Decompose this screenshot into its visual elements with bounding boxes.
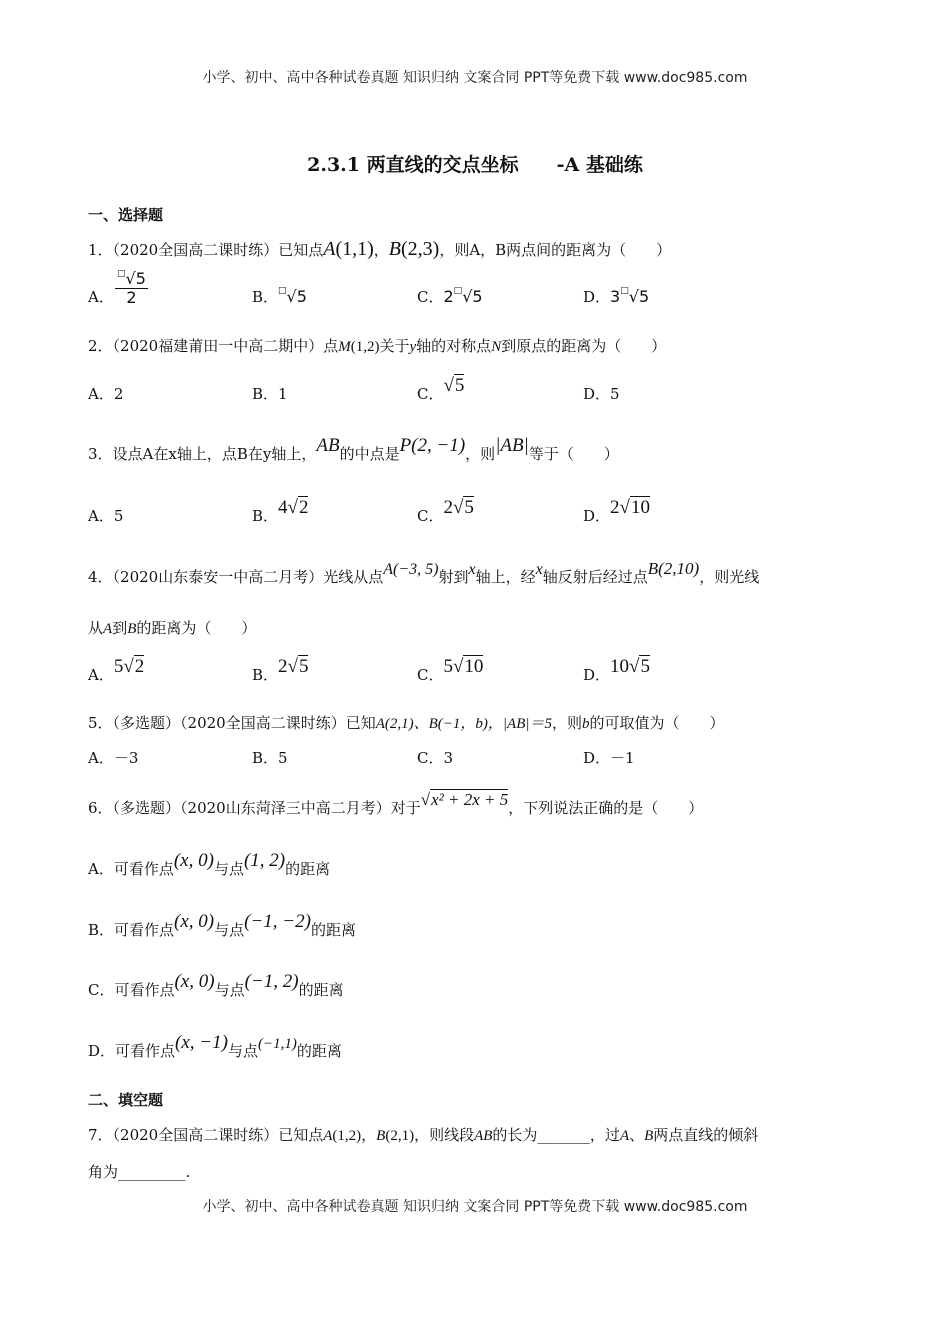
q6-d-mid: 与点 xyxy=(227,1042,258,1060)
box-glyph: □ xyxy=(620,286,629,296)
q1-text-b: ，则A，B两点间的距离为（ ） xyxy=(439,241,672,259)
q5-text-c: 的可取值为（ ） xyxy=(589,714,725,732)
q6-c-label: C．可看作点 xyxy=(88,981,175,999)
q4-option-a-label: A． xyxy=(88,666,114,684)
q6-c-p1: (x, 0) xyxy=(174,971,215,992)
sqrt-glyph: √ xyxy=(628,287,639,306)
q4-axis-x: x xyxy=(468,561,476,578)
q6-a-p2: (1, 2) xyxy=(243,850,286,871)
q5-option-a: A．－3 xyxy=(88,749,139,767)
q6-text-a: 6．（多选题）（2020山东菏泽三中高二月考）对于 xyxy=(88,799,421,817)
q1-a-num: 5 xyxy=(135,269,146,288)
q4-line2-a: 从 xyxy=(88,619,104,637)
sqrt-glyph: √ xyxy=(287,656,298,677)
question-4 xyxy=(88,559,760,587)
q4-c-coef: 5 xyxy=(443,656,453,677)
q2-option-d: D．5 xyxy=(583,385,620,403)
q1-sep: ， xyxy=(373,241,389,259)
q1-a-den: 2 xyxy=(126,287,137,307)
q1-option-c xyxy=(417,286,483,307)
q6-b-label: B．可看作点 xyxy=(88,921,175,939)
q3-c-radicand: 5 xyxy=(464,497,474,518)
q1-b-val: 5 xyxy=(296,287,307,306)
q7-text-d: 两点直线的倾斜 xyxy=(653,1126,759,1144)
q6-c-mid: 与点 xyxy=(214,981,245,999)
sqrt-glyph: √ xyxy=(286,287,297,306)
q7-point-b: B xyxy=(376,1128,386,1144)
sqrt-glyph: √ xyxy=(452,656,464,677)
q6-a-p1: (x, 0) xyxy=(173,850,214,871)
q5-option-c: C．3 xyxy=(417,749,454,767)
q6-b-mid: 与点 xyxy=(214,921,245,939)
q4-line2-point-a: A xyxy=(103,621,113,637)
q5-expression: A(2,1)、B(−1，b)，|AB|＝5 xyxy=(375,716,552,732)
q7-coord-a: (1,2) xyxy=(332,1128,362,1144)
q3-ab: AB xyxy=(316,435,340,456)
q1-c-val: 5 xyxy=(472,287,483,306)
q1-option-d-label: D． xyxy=(583,288,611,306)
q4-b-coef: 2 xyxy=(278,656,288,677)
q6-option-d xyxy=(88,1032,342,1062)
q3-option-d-label: D． xyxy=(583,507,611,525)
q6-radicand: x² + 2x + 5 xyxy=(431,790,509,809)
section-heading-choice: 一、选择题 xyxy=(88,206,164,224)
q6-b-p1: (x, 0) xyxy=(174,911,215,932)
q1-d-coef: 3 xyxy=(610,287,621,306)
q1-point-b: B xyxy=(388,238,401,260)
q1-c-coef: 2 xyxy=(443,287,454,306)
q3-b-radicand: 2 xyxy=(298,497,309,518)
q4-option-d-label: D． xyxy=(583,666,611,684)
question-7-line-2: 角为_________. xyxy=(88,1163,191,1181)
q7-dun: 、 xyxy=(629,1126,645,1144)
q1-option-a-label: A． xyxy=(88,288,114,306)
q7-coord-b: (2,1) xyxy=(385,1128,415,1144)
page-title: 2.3.1 两直线的交点坐标 -A 基础练 xyxy=(307,154,643,176)
q5-text-a: 5．（多选题）（2020全国高二课时练）已知 xyxy=(88,714,376,732)
sqrt-glyph: √ xyxy=(287,497,298,518)
question-4-line-2 xyxy=(88,617,256,638)
q4-line2-point-b: B xyxy=(127,621,137,637)
q6-c-p2: (−1, 2) xyxy=(244,971,299,992)
q3-abs-ab: |AB| xyxy=(495,435,529,456)
q1-option-b xyxy=(252,286,307,307)
q3-c-coef: 2 xyxy=(443,497,453,518)
q7-point-a: A xyxy=(323,1128,333,1144)
q4-option-c-label: C． xyxy=(417,666,444,684)
q3-d-radicand: 10 xyxy=(630,497,650,518)
q2-coord-m: (1,2) xyxy=(350,339,380,355)
q6-d-p2: (−1,1) xyxy=(257,1036,297,1052)
q4-d-coef: 10 xyxy=(610,656,630,677)
box-glyph: □ xyxy=(117,269,126,279)
q6-a-label: A．可看作点 xyxy=(88,860,174,878)
q3-d-coef: 2 xyxy=(610,497,620,518)
q4-option-c xyxy=(417,656,484,686)
q2-point-n: N xyxy=(491,339,502,355)
q3-option-c xyxy=(417,497,474,527)
q2-text-a: 2．（2020福建莆田一中高二期中）点 xyxy=(88,337,339,355)
q6-d-tail: 的距离 xyxy=(296,1042,342,1060)
q1-coord-a: (1,1) xyxy=(335,238,374,260)
q3-point-p: P(2, −1) xyxy=(399,435,466,456)
box-glyph: □ xyxy=(453,286,463,296)
q1-option-c-label: C． xyxy=(417,288,444,306)
q6-b-tail: 的距离 xyxy=(310,921,356,939)
q2-option-b: B．1 xyxy=(252,385,288,403)
q1-point-a: A xyxy=(323,238,336,260)
q7-point-b-2: B xyxy=(644,1128,654,1144)
q1-option-d xyxy=(583,286,649,307)
q3-text-d: 等于（ ） xyxy=(528,445,619,463)
q4-a-coef: 5 xyxy=(113,656,124,677)
question-2 xyxy=(88,335,666,356)
q4-text-c: 轴上，经 xyxy=(475,568,536,586)
question-7 xyxy=(88,1124,758,1145)
q3-option-b-label: B． xyxy=(252,507,279,525)
question-5 xyxy=(88,712,725,733)
q7-ab: AB xyxy=(474,1128,493,1144)
q4-option-b xyxy=(252,656,309,686)
q4-text-b: 射到 xyxy=(438,568,469,586)
q5-text-b: ，则 xyxy=(552,714,583,732)
q6-a-tail: 的距离 xyxy=(285,860,331,878)
q6-option-c xyxy=(88,971,344,1001)
q1-option-a-frac xyxy=(115,270,148,306)
q4-line2-b: 到 xyxy=(112,619,128,637)
q3-b-coef: 4 xyxy=(278,497,288,518)
q4-axis-x-2: x xyxy=(535,561,543,578)
q3-option-a: A．5 xyxy=(88,507,124,525)
q4-text-a: 4．（2020山东泰安一中高二月考）光线从点 xyxy=(88,568,384,586)
q2-text-b: 关于 xyxy=(379,337,410,355)
q4-b-radicand: 5 xyxy=(298,656,309,677)
q4-point-a: A(−3, 5) xyxy=(383,561,439,578)
q3-option-d xyxy=(583,497,650,527)
q3-text-b: 的中点是 xyxy=(339,445,400,463)
q2-option-c-label: C． xyxy=(417,385,444,403)
q7-point-a-2: A xyxy=(619,1128,630,1144)
q4-option-a xyxy=(88,656,145,686)
sqrt-glyph: √ xyxy=(462,287,473,306)
q2-point-m: M xyxy=(338,339,351,355)
q6-d-p1: (x, −1) xyxy=(175,1032,228,1053)
q2-c-radicand: 5 xyxy=(454,375,465,396)
q7-text-b: ，则线段 xyxy=(414,1126,475,1144)
q2-option-c xyxy=(417,375,465,405)
q3-text-a: 3．设点A在x轴上，点B在y轴上， xyxy=(88,445,317,463)
header-banner: 小学、初中、高中各种试卷真题 知识归纳 文案合同 PPT等免费下载 www.doc985.com xyxy=(202,70,748,86)
q6-a-mid: 与点 xyxy=(213,860,244,878)
q5-option-b: B．5 xyxy=(252,749,288,767)
q4-a-radicand: 2 xyxy=(134,656,145,677)
sqrt-glyph: √ xyxy=(629,656,640,677)
section-heading-fill: 二、填空题 xyxy=(88,1091,164,1109)
footer-banner: 小学、初中、高中各种试卷真题 知识归纳 文案合同 PPT等免费下载 www.doc985.com xyxy=(202,1199,748,1215)
q1-coord-b: (2,3) xyxy=(401,238,440,260)
q5-option-d: D．－1 xyxy=(583,749,635,767)
sqrt-glyph: √ xyxy=(123,656,134,677)
q4-text-d: 轴反射后经过点 xyxy=(542,568,648,586)
sqrt-glyph: √ xyxy=(125,269,136,288)
question-6 xyxy=(88,790,704,818)
q1-text-a: 1．（2020全国高二课时练）已知点 xyxy=(88,241,324,259)
q5-var-b: b xyxy=(582,716,590,732)
sqrt-glyph: √ xyxy=(420,790,431,809)
q1-option-a xyxy=(88,286,114,307)
q2-text-c: 轴的对称点 xyxy=(416,337,492,355)
q6-text-b: ，下列说法正确的是（ ） xyxy=(508,799,704,817)
q1-d-val: 5 xyxy=(638,287,650,306)
q3-text-c: ，则 xyxy=(465,445,496,463)
q3-option-b xyxy=(252,497,309,527)
q3-option-c-label: C． xyxy=(417,507,444,525)
q6-option-a xyxy=(88,850,331,880)
question-1 xyxy=(88,238,671,261)
q7-text-a: 7．（2020全国高二课时练）已知点 xyxy=(88,1126,324,1144)
q6-d-label: D．可看作点 xyxy=(88,1042,176,1060)
q4-option-b-label: B． xyxy=(252,666,279,684)
q6-c-tail: 的距离 xyxy=(298,981,344,999)
q4-d-radicand: 5 xyxy=(640,656,650,677)
q7-comma: ， xyxy=(361,1126,377,1144)
box-glyph: □ xyxy=(278,286,287,296)
q6-option-b xyxy=(88,911,356,941)
q2-option-a: A．2 xyxy=(88,385,124,403)
q4-point-b: B(2,10) xyxy=(647,559,700,578)
q4-text-e: ，则光线 xyxy=(699,568,760,586)
q7-text-c: 的长为_______，过 xyxy=(492,1126,620,1144)
sqrt-glyph: √ xyxy=(619,497,630,518)
sqrt-glyph: √ xyxy=(452,497,464,518)
q4-c-radicand: 10 xyxy=(464,656,484,677)
q2-text-d: 到原点的距离为（ ） xyxy=(501,337,667,355)
sqrt-glyph: √ xyxy=(443,375,454,396)
q1-option-b-label: B． xyxy=(252,288,279,306)
question-3 xyxy=(88,435,619,465)
q2-axis-y: y xyxy=(409,339,417,355)
q4-line2-c: 的距离为（ ） xyxy=(136,619,257,637)
q6-b-p2: (−1, −2) xyxy=(244,911,311,932)
q4-option-d xyxy=(583,656,650,686)
